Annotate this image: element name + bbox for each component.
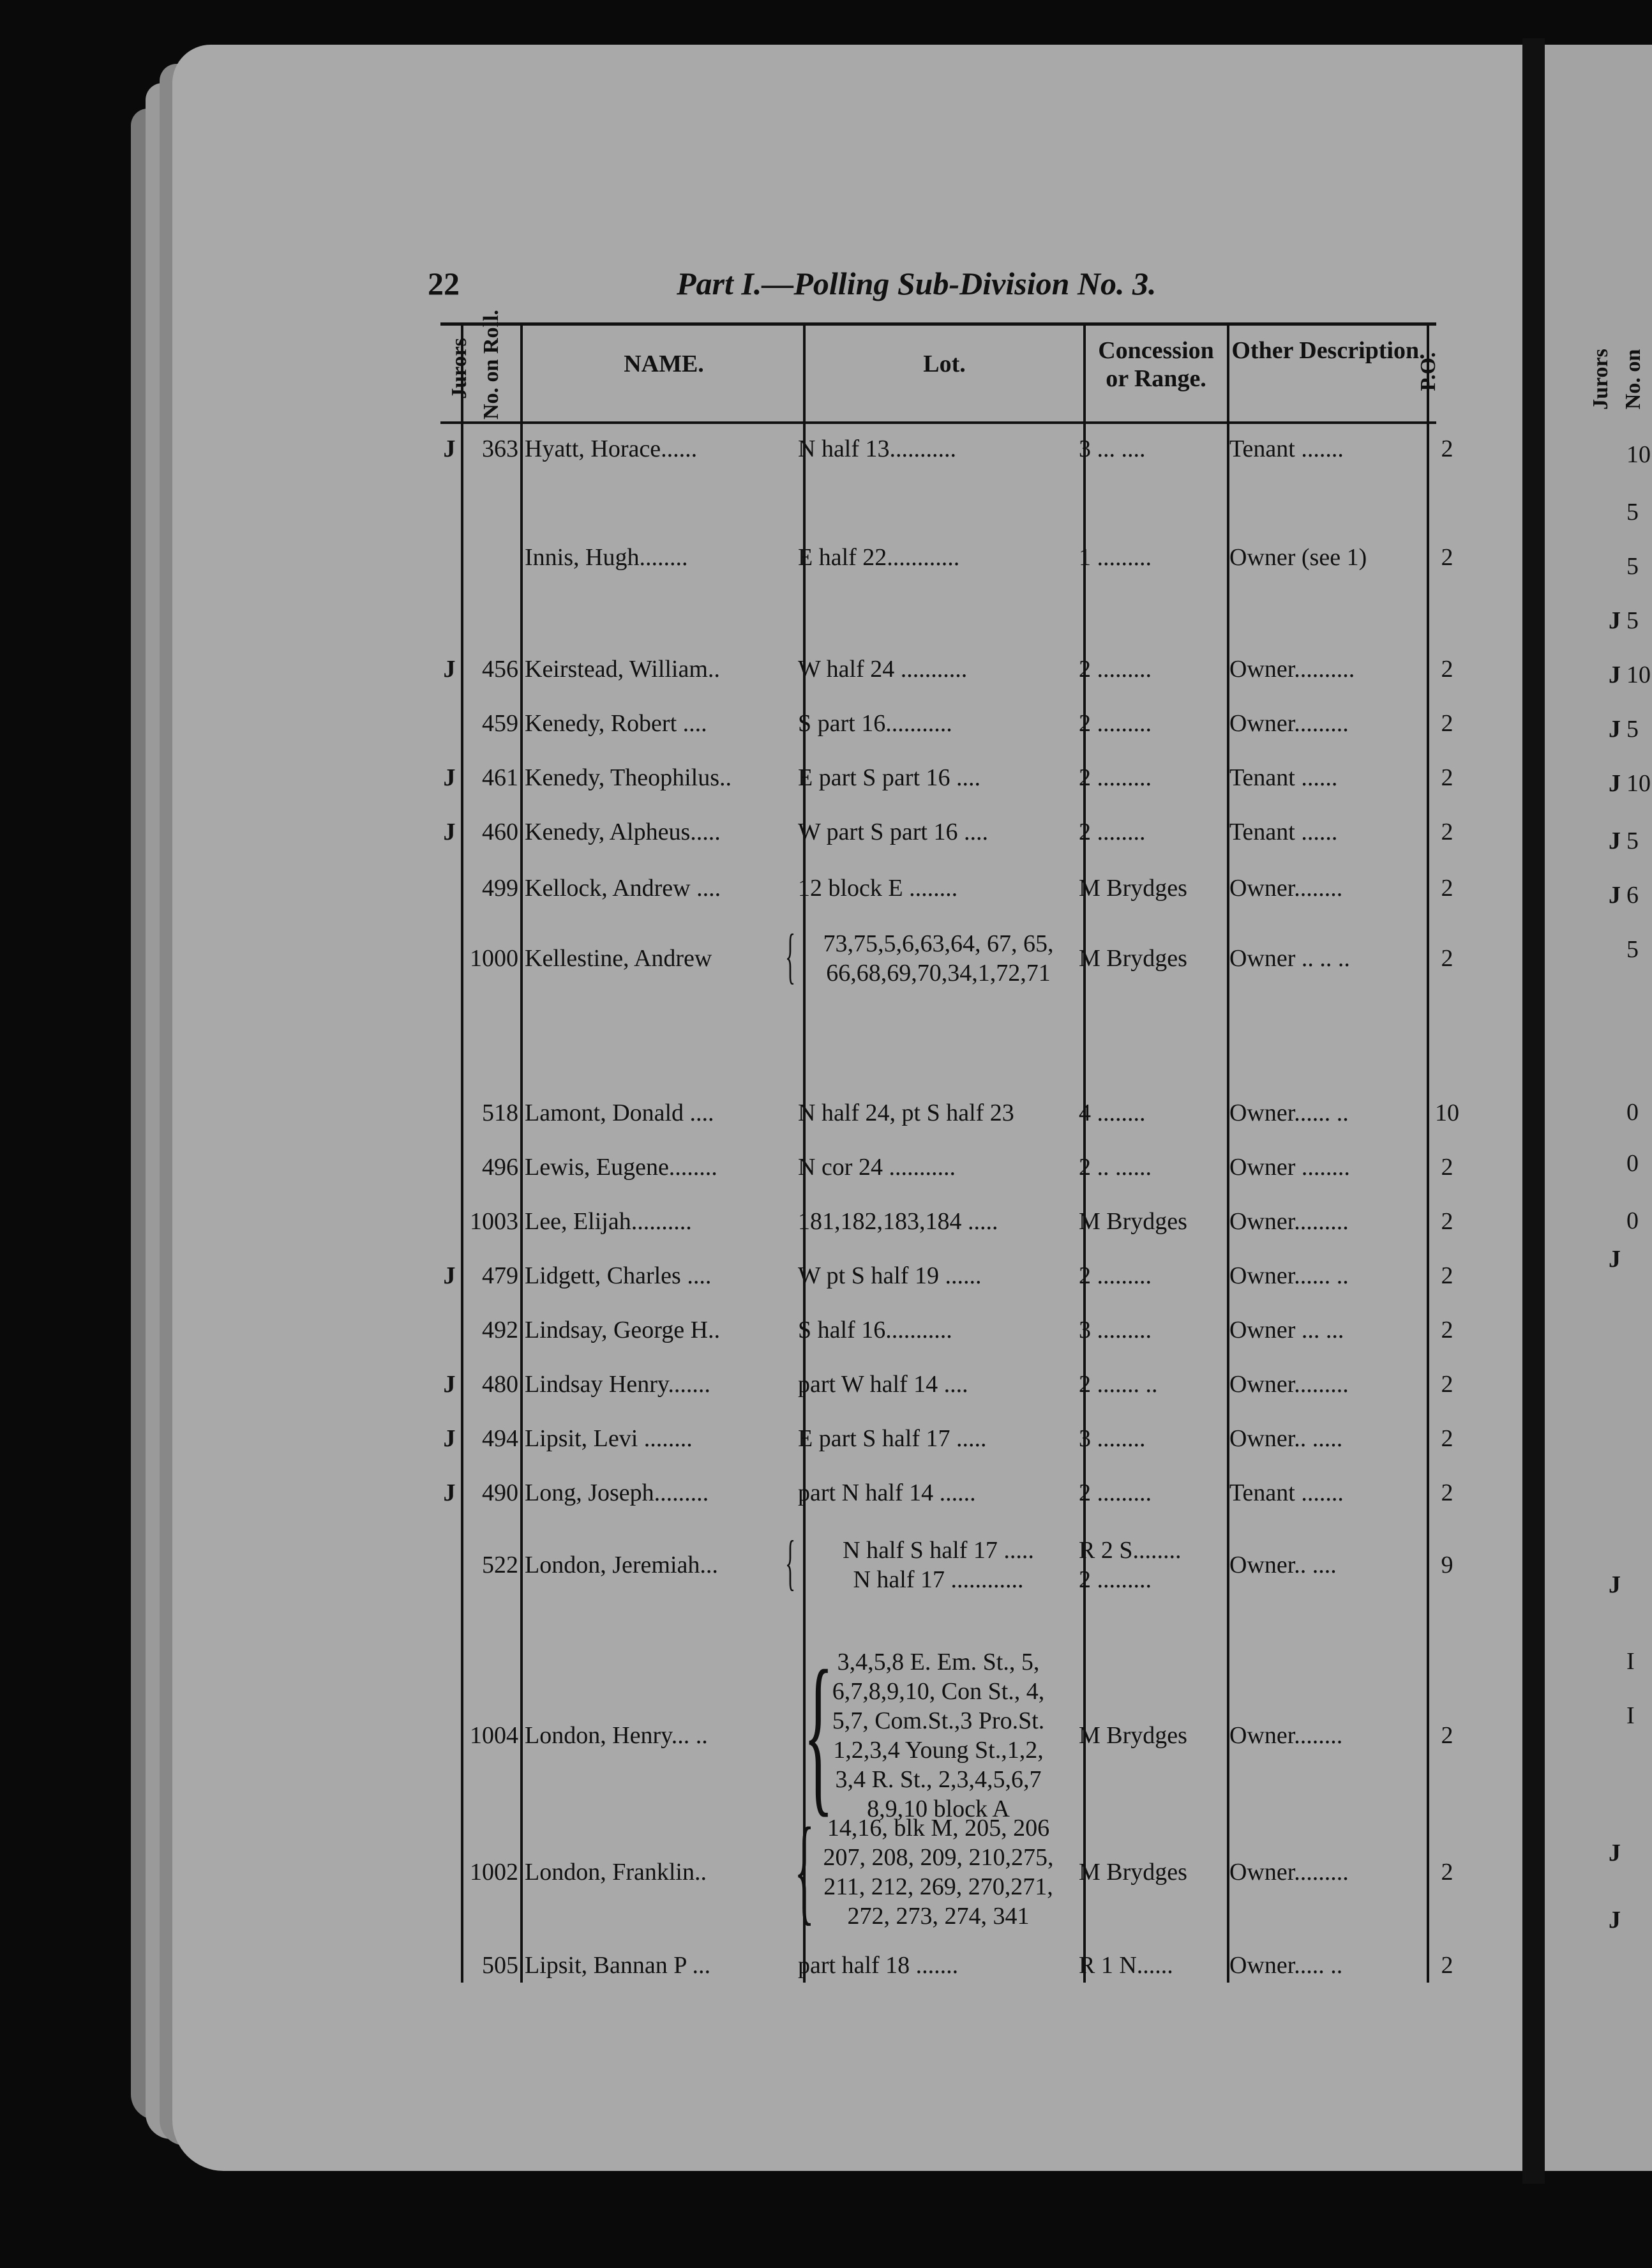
row-name: Lipsit, Levi ........ bbox=[525, 1425, 693, 1452]
row-roll-number: 460 bbox=[482, 819, 518, 845]
header-jurors: Jurors bbox=[447, 338, 471, 399]
row-po: 2 bbox=[1441, 1859, 1453, 1886]
row-juror: J bbox=[443, 1425, 456, 1452]
row-roll-number: 499 bbox=[482, 875, 518, 902]
row-concession: M Brydges bbox=[1079, 1722, 1187, 1749]
table-top-rule bbox=[440, 322, 1436, 326]
row-roll-number: 522 bbox=[482, 1552, 518, 1578]
header-lot: Lot. bbox=[923, 351, 966, 377]
right-row-juror: J bbox=[1609, 770, 1621, 797]
row-po: 2 bbox=[1441, 656, 1453, 683]
row-lot: 272, 273, 274, 341 bbox=[847, 1903, 1030, 1930]
row-po: 2 bbox=[1441, 1952, 1453, 1979]
row-lot: 3,4 R. St., 2,3,4,5,6,7 bbox=[835, 1766, 1042, 1793]
row-roll-number: 1004 bbox=[470, 1722, 518, 1749]
row-po: 2 bbox=[1441, 1317, 1453, 1343]
row-concession: M Brydges bbox=[1079, 875, 1187, 902]
row-lot: S part 16........... bbox=[798, 710, 952, 737]
row-concession: R 1 N...... bbox=[1079, 1952, 1173, 1979]
row-po: 2 bbox=[1441, 1425, 1453, 1452]
row-other-description: Owner.. .... bbox=[1229, 1552, 1337, 1578]
row-lot: N half 17 ............ bbox=[853, 1566, 1024, 1593]
row-roll-number: 363 bbox=[482, 435, 518, 462]
right-row-number: 5 bbox=[1626, 936, 1639, 963]
row-lot: W half 24 ........... bbox=[798, 656, 968, 683]
row-po: 2 bbox=[1441, 819, 1453, 845]
brace-mark: { bbox=[785, 1528, 796, 1596]
row-lot: part half 18 ....... bbox=[798, 1952, 959, 1979]
row-concession: 2 ......... bbox=[1079, 1479, 1152, 1506]
row-roll-number: 505 bbox=[482, 1952, 518, 1979]
row-lot: 6,7,8,9,10, Con St., 4, bbox=[832, 1678, 1045, 1705]
row-po: 9 bbox=[1441, 1552, 1453, 1578]
row-roll-number: 494 bbox=[482, 1425, 518, 1452]
row-po: 2 bbox=[1441, 1722, 1453, 1749]
brace-mark: { bbox=[785, 921, 796, 990]
row-roll-number: 518 bbox=[482, 1100, 518, 1126]
row-lot: W part S part 16 .... bbox=[798, 819, 988, 845]
row-other-description: Owner..... .. bbox=[1229, 1952, 1343, 1979]
header-roll: No. on Roll. bbox=[479, 310, 503, 420]
right-row-number: 5 bbox=[1626, 607, 1639, 634]
right-row-juror: J bbox=[1609, 1571, 1621, 1598]
row-lot: 8,9,10 block A bbox=[867, 1796, 1010, 1822]
row-other-description: Owner......... bbox=[1229, 1208, 1349, 1235]
right-header-roll: No. on bbox=[1621, 349, 1646, 410]
row-name: Long, Joseph......... bbox=[525, 1479, 709, 1506]
row-roll-number: 1000 bbox=[470, 945, 518, 972]
row-juror: J bbox=[443, 1262, 456, 1289]
row-po: 2 bbox=[1441, 1371, 1453, 1398]
row-juror: J bbox=[443, 1371, 456, 1398]
row-name: Lipsit, Bannan P ... bbox=[525, 1952, 710, 1979]
row-roll-number: 480 bbox=[482, 1371, 518, 1398]
row-concession: 2 ......... bbox=[1079, 1566, 1152, 1593]
row-lot: 207, 208, 209, 210,275, bbox=[823, 1844, 1054, 1871]
row-name: Kellock, Andrew .... bbox=[525, 875, 721, 902]
row-lot: 211, 212, 269, 270,271, bbox=[823, 1873, 1053, 1900]
row-other-description: Owner......... bbox=[1229, 1371, 1349, 1398]
row-concession: M Brydges bbox=[1079, 945, 1187, 972]
right-row-number: 5 bbox=[1626, 828, 1639, 854]
row-name: Innis, Hugh........ bbox=[525, 544, 688, 571]
row-other-description: Tenant ....... bbox=[1229, 1479, 1344, 1506]
right-row-juror: J bbox=[1609, 607, 1621, 634]
right-row-juror: J bbox=[1609, 716, 1621, 743]
row-juror: J bbox=[443, 819, 456, 845]
row-lot: E half 22............ bbox=[798, 544, 960, 571]
row-po: 2 bbox=[1441, 945, 1453, 972]
row-concession: 3 ... .... bbox=[1079, 435, 1146, 462]
row-name: Kenedy, Robert .... bbox=[525, 710, 707, 737]
row-concession: 2 ......... bbox=[1079, 764, 1152, 791]
row-concession: M Brydges bbox=[1079, 1208, 1187, 1235]
row-po: 2 bbox=[1441, 764, 1453, 791]
row-concession: 3 ......... bbox=[1079, 1317, 1152, 1343]
row-roll-number: 479 bbox=[482, 1262, 518, 1289]
row-concession: R 2 S........ bbox=[1079, 1537, 1182, 1564]
row-roll-number: 461 bbox=[482, 764, 518, 791]
header-po: P.O. bbox=[1416, 352, 1440, 391]
row-lot: W pt S half 19 ...... bbox=[798, 1262, 982, 1289]
row-lot: S half 16........... bbox=[798, 1317, 952, 1343]
row-lot: 66,68,69,70,34,1,72,71 bbox=[826, 960, 1051, 987]
row-lot: N half 24, pt S half 23 bbox=[798, 1100, 1014, 1126]
row-roll-number: 492 bbox=[482, 1317, 518, 1343]
row-lot: part N half 14 ...... bbox=[798, 1479, 976, 1506]
row-lot: N half 13........... bbox=[798, 435, 957, 462]
page-number: 22 bbox=[428, 266, 460, 301]
row-po: 2 bbox=[1441, 1154, 1453, 1181]
row-other-description: Tenant ...... bbox=[1229, 819, 1338, 845]
row-other-description: Owner......... bbox=[1229, 1859, 1349, 1886]
row-concession: M Brydges bbox=[1079, 1859, 1187, 1886]
row-po: 10 bbox=[1435, 1100, 1459, 1126]
col-divider bbox=[520, 322, 523, 1983]
row-lot: 5,7, Com.St.,3 Pro.St. bbox=[832, 1707, 1045, 1734]
row-other-description: Owner .. .. .. bbox=[1229, 945, 1350, 972]
row-name: London, Franklin.. bbox=[525, 1859, 707, 1886]
header-name: NAME. bbox=[624, 351, 704, 377]
row-concession: 2 ........ bbox=[1079, 819, 1146, 845]
row-lot: 1,2,3,4 Young St.,1,2, bbox=[833, 1737, 1044, 1764]
right-row-number: 5 bbox=[1626, 716, 1639, 743]
row-po: 2 bbox=[1441, 710, 1453, 737]
row-name: Lindsay Henry....... bbox=[525, 1371, 710, 1398]
brace-mark: { bbox=[794, 1803, 815, 1936]
row-other-description: Owner......... bbox=[1229, 710, 1349, 737]
row-concession: 2 ......... bbox=[1079, 1262, 1152, 1289]
right-row-number: 6 bbox=[1626, 882, 1639, 909]
row-name: Lewis, Eugene........ bbox=[525, 1154, 717, 1181]
header-concession: Concession or Range. bbox=[1098, 337, 1214, 392]
row-po: 2 bbox=[1441, 1479, 1453, 1506]
row-name: Kenedy, Theophilus.. bbox=[525, 764, 732, 791]
right-row-number: 0 bbox=[1626, 1150, 1639, 1177]
row-juror: J bbox=[443, 435, 456, 462]
row-po: 2 bbox=[1441, 875, 1453, 902]
row-name: Hyatt, Horace...... bbox=[525, 435, 698, 462]
right-header-jurors: Jurors bbox=[1588, 349, 1612, 410]
right-row-number: 10 bbox=[1626, 441, 1651, 468]
brace-mark: { bbox=[803, 1633, 834, 1832]
right-row-number: 0 bbox=[1626, 1099, 1639, 1126]
row-juror: J bbox=[443, 764, 456, 791]
row-concession: 2 ......... bbox=[1079, 710, 1152, 737]
book-gutter bbox=[1522, 38, 1545, 2184]
row-name: Lidgett, Charles .... bbox=[525, 1262, 712, 1289]
running-head: Part I.—Polling Sub-Division No. 3. bbox=[677, 266, 1157, 301]
right-row-juror: J bbox=[1609, 1907, 1621, 1933]
row-lot: E part S half 17 ..... bbox=[798, 1425, 987, 1452]
right-row-number: I bbox=[1626, 1702, 1635, 1729]
header-bottom-rule bbox=[440, 421, 1436, 424]
row-name: Lindsay, George H.. bbox=[525, 1317, 721, 1343]
row-lot: 12 block E ........ bbox=[798, 875, 958, 902]
row-lot: 14,16, blk M, 205, 206 bbox=[827, 1815, 1050, 1841]
row-roll-number: 496 bbox=[482, 1154, 518, 1181]
row-other-description: Owner...... .. bbox=[1229, 1100, 1349, 1126]
right-row-juror: J bbox=[1609, 828, 1621, 854]
row-po: 2 bbox=[1441, 435, 1453, 462]
row-po: 2 bbox=[1441, 1208, 1453, 1235]
right-row-juror: J bbox=[1609, 1246, 1621, 1273]
row-concession: 2 .. ...... bbox=[1079, 1154, 1152, 1181]
row-other-description: Owner...... .. bbox=[1229, 1262, 1349, 1289]
row-roll-number: 490 bbox=[482, 1479, 518, 1506]
row-concession: 4 ........ bbox=[1079, 1100, 1146, 1126]
row-other-description: Owner.. ..... bbox=[1229, 1425, 1343, 1452]
row-other-description: Owner ... ... bbox=[1229, 1317, 1344, 1343]
row-juror: J bbox=[443, 1479, 456, 1506]
row-roll-number: 1003 bbox=[470, 1208, 518, 1235]
row-other-description: Owner........ bbox=[1229, 875, 1343, 902]
right-row-number: I bbox=[1626, 1648, 1635, 1675]
row-other-description: Tenant ...... bbox=[1229, 764, 1338, 791]
row-lot: 73,75,5,6,63,64, 67, 65, bbox=[823, 930, 1054, 957]
row-name: Lee, Elijah.......... bbox=[525, 1208, 692, 1235]
right-row-juror: J bbox=[1609, 662, 1621, 688]
row-name: Lamont, Donald .... bbox=[525, 1100, 714, 1126]
right-row-number: 5 bbox=[1626, 553, 1639, 580]
row-name: Keirstead, William.. bbox=[525, 656, 720, 683]
right-row-number: 10 bbox=[1626, 770, 1651, 797]
row-roll-number: 459 bbox=[482, 710, 518, 737]
row-juror: J bbox=[443, 656, 456, 683]
row-po: 2 bbox=[1441, 544, 1453, 571]
header-other: Other Description. bbox=[1231, 337, 1425, 364]
row-name: Kenedy, Alpheus..... bbox=[525, 819, 721, 845]
row-name: London, Henry... .. bbox=[525, 1722, 708, 1749]
row-lot: E part S part 16 .... bbox=[798, 764, 981, 791]
row-name: London, Jeremiah... bbox=[525, 1552, 718, 1578]
row-other-description: Owner........ bbox=[1229, 1722, 1343, 1749]
row-other-description: Tenant ....... bbox=[1229, 435, 1344, 462]
row-concession: 3 ........ bbox=[1079, 1425, 1146, 1452]
row-roll-number: 1002 bbox=[470, 1859, 518, 1886]
right-row-juror: J bbox=[1609, 882, 1621, 909]
row-lot: N cor 24 ........... bbox=[798, 1154, 956, 1181]
row-lot: 181,182,183,184 ..... bbox=[798, 1208, 998, 1235]
right-row-number: 10 bbox=[1626, 662, 1651, 688]
row-name: Kellestine, Andrew bbox=[525, 945, 712, 972]
row-concession: 2 ......... bbox=[1079, 656, 1152, 683]
row-other-description: Owner.......... bbox=[1229, 656, 1355, 683]
row-other-description: Owner (see 1) bbox=[1229, 544, 1367, 571]
row-lot: part W half 14 .... bbox=[798, 1371, 968, 1398]
row-roll-number: 456 bbox=[482, 656, 518, 683]
row-other-description: Owner ........ bbox=[1229, 1154, 1350, 1181]
row-lot: N half S half 17 ..... bbox=[843, 1537, 1034, 1564]
row-lot: 3,4,5,8 E. Em. St., 5, bbox=[837, 1649, 1040, 1675]
right-row-juror: J bbox=[1609, 1840, 1621, 1866]
right-row-number: 0 bbox=[1626, 1207, 1639, 1234]
row-concession: 2 ....... .. bbox=[1079, 1371, 1158, 1398]
row-concession: 1 ......... bbox=[1079, 544, 1152, 571]
right-row-number: 5 bbox=[1626, 499, 1639, 525]
row-po: 2 bbox=[1441, 1262, 1453, 1289]
